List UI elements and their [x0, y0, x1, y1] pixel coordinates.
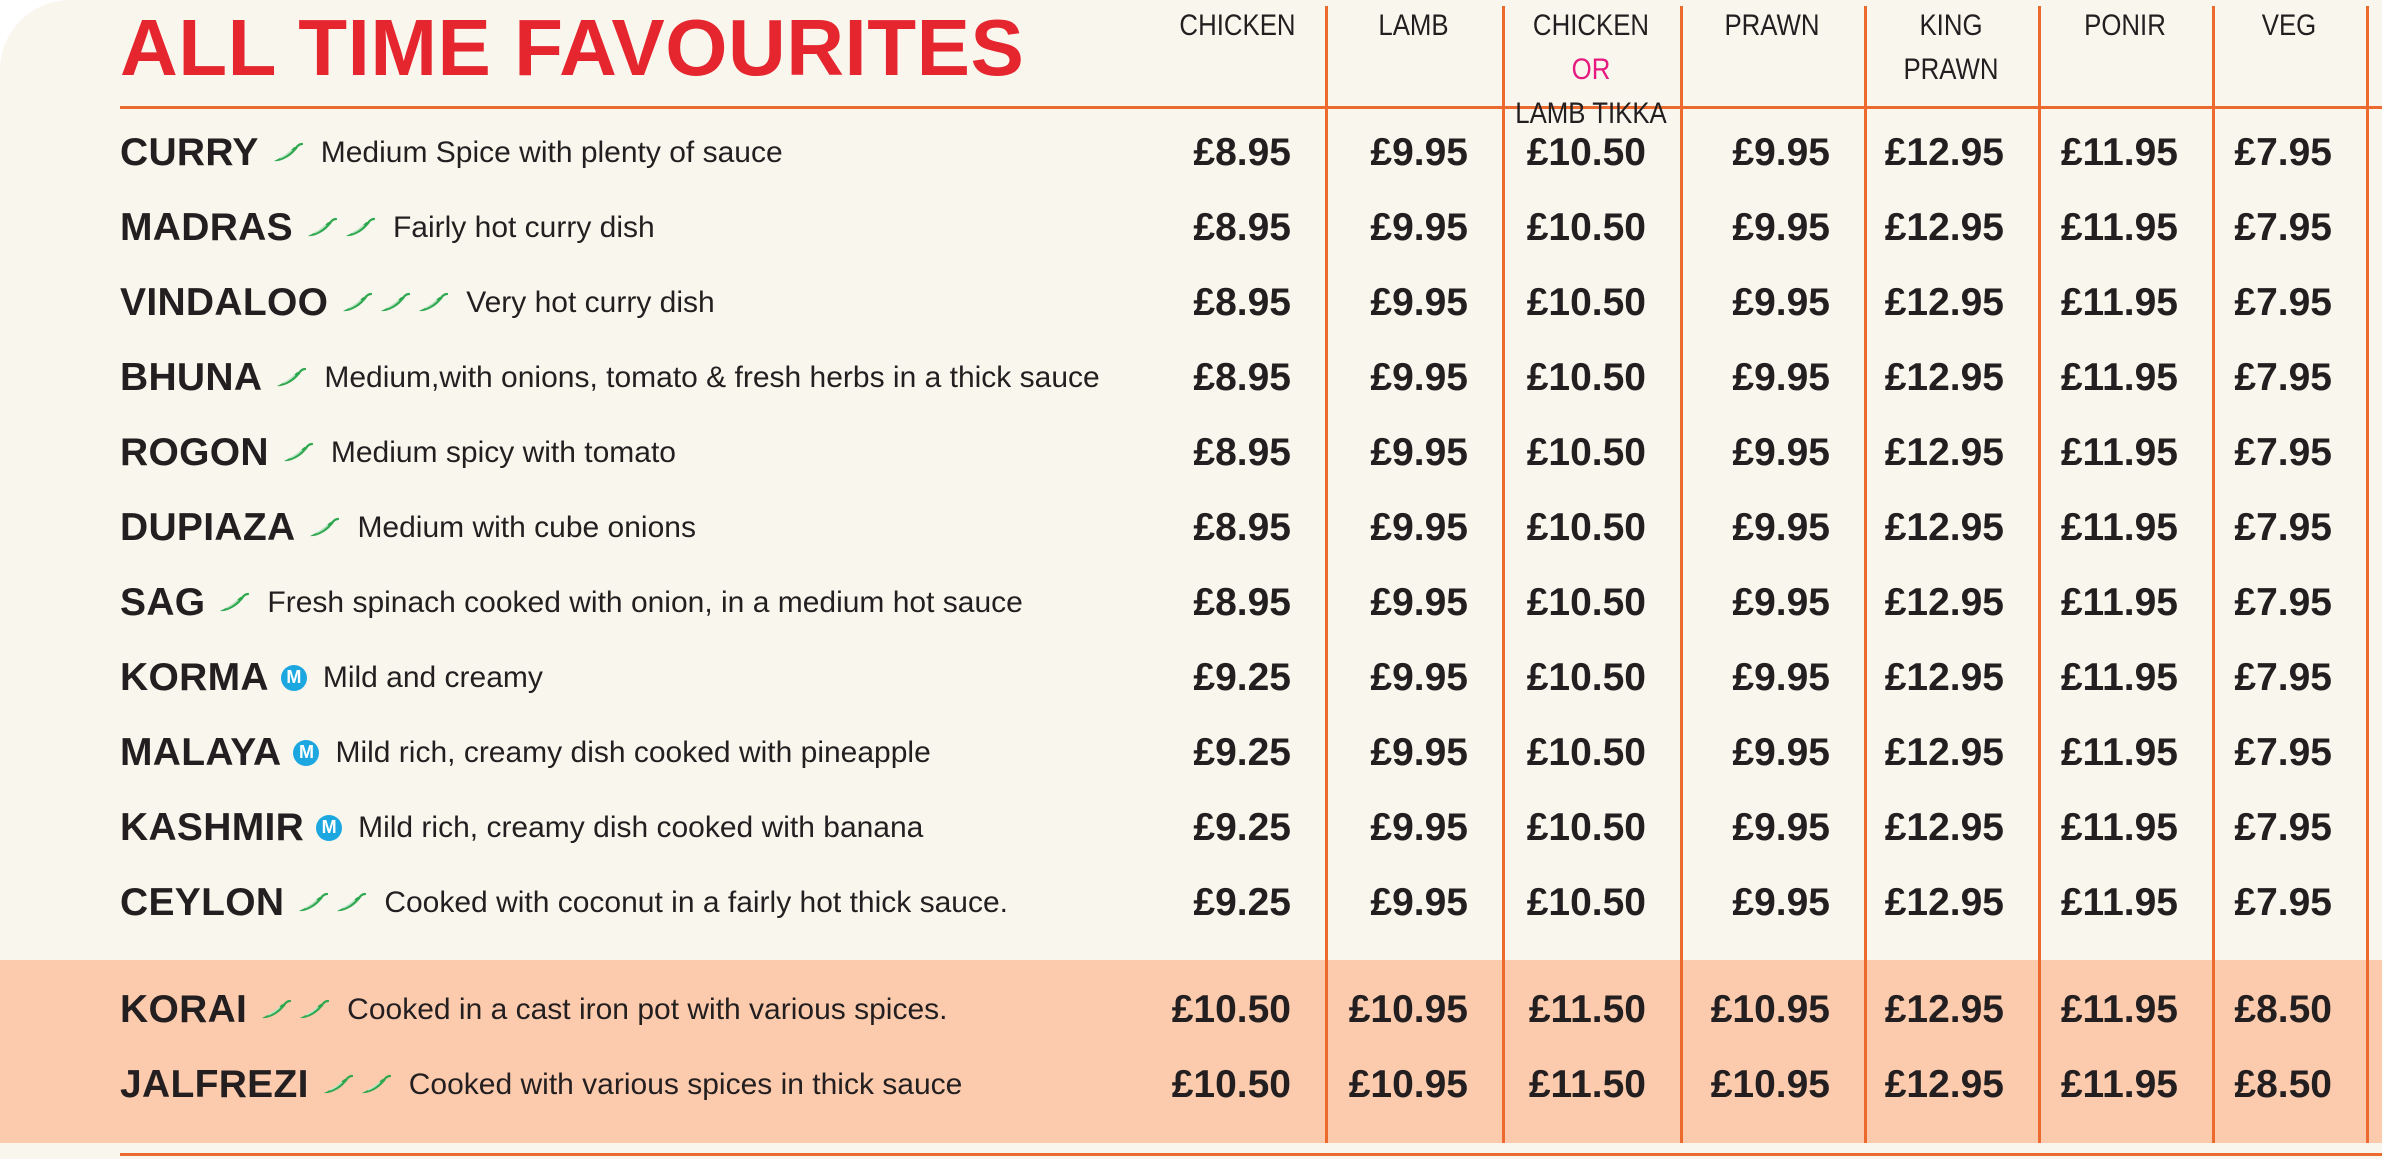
dish-name: MADRAS: [120, 205, 293, 249]
price-cell: £11.95: [2060, 881, 2178, 924]
dish-name: MALAYA: [120, 730, 282, 774]
column-header: [1337, 4, 1489, 48]
dish-description: Cooked with various spices in thick sauce: [408, 1067, 963, 1101]
column-header-line: PRAWN: [1724, 9, 1820, 42]
chilli-icon: [305, 217, 337, 239]
dish-name: SAG: [120, 580, 206, 624]
price-cell: £12.95: [1884, 431, 2004, 474]
dish-row: [0, 115, 2382, 190]
price-cell: £12.95: [1884, 881, 2004, 924]
dish-description: Cooked in a cast iron pot with various spices.: [347, 992, 948, 1026]
dish-description-cell: [120, 790, 923, 865]
price-cell: £11.95: [2060, 356, 2178, 399]
dish-name: DUPIAZA: [120, 505, 296, 549]
spice-markers: [293, 740, 323, 766]
price-cell: £7.95: [2234, 731, 2332, 774]
mild-icon: M: [281, 665, 307, 691]
price-cell: £10.50: [1526, 506, 1646, 549]
price-cell: £9.95: [1370, 281, 1468, 324]
price-cell: £8.95: [1193, 506, 1291, 549]
dish-description-cell: [120, 640, 543, 715]
price-cell: £8.50: [2234, 1063, 2332, 1106]
price-cell: £8.50: [2234, 988, 2332, 1031]
chilli-icon: [321, 1074, 353, 1096]
chilli-icon: [271, 142, 303, 164]
price-cell: £10.50: [1526, 581, 1646, 624]
price-cell: £7.95: [2234, 656, 2332, 699]
spice-markers: [271, 142, 309, 164]
dish-row: [0, 1047, 2382, 1122]
price-cell: £10.95: [1710, 988, 1830, 1031]
dish-description-cell: [120, 972, 947, 1047]
price-cell: £12.95: [1884, 731, 2004, 774]
price-cell: £9.95: [1370, 881, 1468, 924]
price-cell: £9.95: [1732, 806, 1830, 849]
price-cell: £7.95: [2234, 356, 2332, 399]
dish-description: Medium,with onions, tomato & fresh herbs in a thick sauce: [324, 360, 1100, 394]
price-cell: £12.95: [1884, 806, 2004, 849]
spice-markers: [305, 217, 381, 239]
price-cell: £8.95: [1193, 206, 1291, 249]
price-cell: £11.95: [2060, 506, 2178, 549]
price-cell: £11.95: [2060, 731, 2178, 774]
price-cell: £9.95: [1732, 356, 1830, 399]
price-cell: £9.95: [1370, 581, 1468, 624]
column-header: [2223, 4, 2355, 48]
price-cell: £10.50: [1171, 988, 1291, 1031]
price-cell: £11.95: [2060, 431, 2178, 474]
dish-name: JALFREZI: [120, 1062, 309, 1106]
dish-row: [0, 790, 2382, 865]
dish-description-cell: [120, 415, 676, 490]
price-cell: £9.95: [1370, 206, 1468, 249]
price-cell: £9.25: [1193, 806, 1291, 849]
price-cell: £9.95: [1732, 206, 1830, 249]
price-cell: £12.95: [1884, 131, 2004, 174]
column-header: [2050, 4, 2200, 48]
dish-description-cell: [120, 190, 655, 265]
dish-description: Mild and creamy: [322, 660, 543, 694]
dish-row: [0, 265, 2382, 340]
dish-description-cell: [120, 1047, 962, 1122]
dish-row: [0, 972, 2382, 1047]
chilli-icon: [359, 1074, 391, 1096]
dish-name: KORMA: [120, 655, 269, 699]
horizontal-rule: [120, 1153, 2382, 1156]
price-cell: £9.95: [1732, 581, 1830, 624]
price-cell: £9.95: [1732, 881, 1830, 924]
dish-row: [0, 190, 2382, 265]
chilli-icon: [259, 999, 291, 1021]
dish-row: [0, 865, 2382, 940]
chilli-icon: [281, 442, 313, 464]
dish-row: [0, 640, 2382, 715]
price-cell: £7.95: [2234, 806, 2332, 849]
price-cell: £11.95: [2060, 206, 2178, 249]
price-cell: £7.95: [2234, 131, 2332, 174]
mild-icon: M: [316, 815, 342, 841]
dish-description: Mild rich, creamy dish cooked with pineapple: [335, 735, 931, 769]
price-cell: £11.95: [2060, 581, 2178, 624]
mild-icon: M: [293, 740, 319, 766]
dish-description: Fresh spinach cooked with onion, in a medium hot sauce: [267, 585, 1023, 619]
price-cell: £7.95: [2234, 281, 2332, 324]
dish-description-cell: [120, 115, 783, 190]
price-cell: £11.95: [2060, 281, 2178, 324]
spice-markers: [316, 815, 346, 841]
chilli-icon: [340, 292, 372, 314]
dish-description: Medium spicy with tomato: [330, 435, 676, 469]
price-cell: £12.95: [1884, 506, 2004, 549]
price-cell: £10.50: [1526, 131, 1646, 174]
column-header-line: KING: [1919, 9, 1983, 42]
dish-name: CEYLON: [120, 880, 285, 924]
price-cell: £7.95: [2234, 506, 2332, 549]
column-header: [1693, 4, 1851, 48]
price-cell: £11.95: [2060, 656, 2178, 699]
dish-description-cell: [120, 565, 1023, 640]
price-cell: £9.95: [1732, 281, 1830, 324]
dish-description-cell: [120, 715, 931, 790]
chilli-icon: [296, 892, 328, 914]
price-cell: £7.95: [2234, 431, 2332, 474]
price-cell: £8.95: [1193, 581, 1291, 624]
chilli-icon: [274, 367, 306, 389]
price-cell: £11.95: [2060, 131, 2178, 174]
chilli-icon: [297, 999, 329, 1021]
price-cell: £8.95: [1193, 281, 1291, 324]
dish-row: [0, 565, 2382, 640]
dish-row: [0, 415, 2382, 490]
price-cell: £9.25: [1193, 731, 1291, 774]
dish-description: Cooked with coconut in a fairly hot thick sauce.: [384, 885, 1008, 919]
price-cell: £11.95: [2060, 806, 2178, 849]
price-cell: £12.95: [1884, 1063, 2004, 1106]
chilli-icon: [416, 292, 448, 314]
dish-name: KASHMIR: [120, 805, 305, 849]
price-cell: £7.95: [2234, 581, 2332, 624]
column-header-line: CHICKEN: [1179, 9, 1296, 42]
price-cell: £7.95: [2234, 881, 2332, 924]
menu-title: ALL TIME FAVOURITES: [120, 3, 1025, 92]
price-cell: £12.95: [1884, 206, 2004, 249]
price-cell: £8.95: [1193, 131, 1291, 174]
price-cell: £9.25: [1193, 656, 1291, 699]
spice-markers: [321, 1074, 397, 1096]
spice-markers: [307, 517, 345, 539]
dish-name: VINDALOO: [120, 280, 329, 324]
price-cell: £10.95: [1348, 988, 1468, 1031]
price-cell: £9.95: [1370, 131, 1468, 174]
dish-name: ROGON: [120, 430, 269, 474]
dish-description-cell: [120, 865, 1008, 940]
dish-description-cell: [120, 490, 696, 565]
price-cell: £10.50: [1171, 1063, 1291, 1106]
chilli-icon: [343, 217, 375, 239]
dish-name: KORAI: [120, 987, 248, 1031]
spice-markers: [281, 665, 311, 691]
price-cell: £10.50: [1526, 431, 1646, 474]
price-cell: £10.50: [1526, 281, 1646, 324]
price-cell: £9.95: [1370, 431, 1468, 474]
dish-name: CURRY: [120, 130, 259, 174]
horizontal-rule: [120, 106, 2382, 109]
price-cell: £10.50: [1526, 881, 1646, 924]
price-cell: £10.50: [1526, 656, 1646, 699]
spice-markers: [296, 892, 372, 914]
price-cell: £9.95: [1732, 431, 1830, 474]
column-header-line: PRAWN: [1903, 53, 1999, 86]
price-cell: £12.95: [1884, 356, 2004, 399]
chilli-icon: [334, 892, 366, 914]
price-cell: £12.95: [1884, 656, 2004, 699]
spice-markers: [340, 292, 454, 314]
column-header: [1876, 4, 2026, 92]
column-header-line: VEG: [2261, 9, 2317, 42]
price-cell: £10.50: [1526, 806, 1646, 849]
price-cell: £8.95: [1193, 431, 1291, 474]
price-cell: £12.95: [1884, 281, 2004, 324]
spice-markers: [274, 367, 312, 389]
price-cell: £10.50: [1526, 731, 1646, 774]
spice-markers: [281, 442, 319, 464]
dish-description: Medium with cube onions: [357, 510, 696, 544]
price-cell: £10.95: [1710, 1063, 1830, 1106]
price-cell: £11.95: [2060, 1063, 2178, 1106]
dish-description-cell: [120, 265, 715, 340]
dish-description: Mild rich, creamy dish cooked with banana: [358, 810, 924, 844]
price-cell: £12.95: [1884, 581, 2004, 624]
price-cell: £9.95: [1732, 506, 1830, 549]
dish-description: Fairly hot curry dish: [392, 210, 655, 244]
column-header: [1162, 4, 1313, 48]
price-cell: £9.95: [1370, 506, 1468, 549]
column-header-line: LAMB TIKKA: [1515, 97, 1667, 130]
price-cell: £9.95: [1732, 731, 1830, 774]
spice-markers: [259, 999, 335, 1021]
spice-markers: [217, 592, 255, 614]
price-cell: £11.50: [1528, 988, 1646, 1031]
chilli-icon: [217, 592, 249, 614]
price-cell: £11.95: [2060, 988, 2178, 1031]
price-cell: £11.50: [1528, 1063, 1646, 1106]
column-header-line: PONIR: [2084, 9, 2166, 42]
price-cell: £10.50: [1526, 206, 1646, 249]
chilli-icon: [378, 292, 410, 314]
price-cell: £7.95: [2234, 206, 2332, 249]
price-cell: £9.95: [1732, 656, 1830, 699]
dish-description: Very hot curry dish: [466, 285, 715, 319]
dish-description-cell: [120, 340, 1100, 415]
price-cell: £12.95: [1884, 988, 2004, 1031]
column-header-line: CHICKEN OR: [1532, 9, 1650, 86]
price-cell: £9.95: [1370, 656, 1468, 699]
dish-description: Medium Spice with plenty of sauce: [320, 135, 783, 169]
price-cell: £10.50: [1526, 356, 1646, 399]
dish-row: [0, 715, 2382, 790]
dish-row: [0, 340, 2382, 415]
price-cell: £9.95: [1370, 356, 1468, 399]
or-accent: OR: [1571, 53, 1611, 86]
price-cell: £9.25: [1193, 881, 1291, 924]
price-cell: £9.95: [1370, 806, 1468, 849]
dish-row: [0, 490, 2382, 565]
price-cell: £10.95: [1348, 1063, 1468, 1106]
price-cell: £9.95: [1732, 131, 1830, 174]
column-header-line: LAMB: [1378, 9, 1449, 42]
price-cell: £8.95: [1193, 356, 1291, 399]
price-cell: £9.95: [1370, 731, 1468, 774]
chilli-icon: [307, 517, 339, 539]
dish-name: BHUNA: [120, 355, 263, 399]
